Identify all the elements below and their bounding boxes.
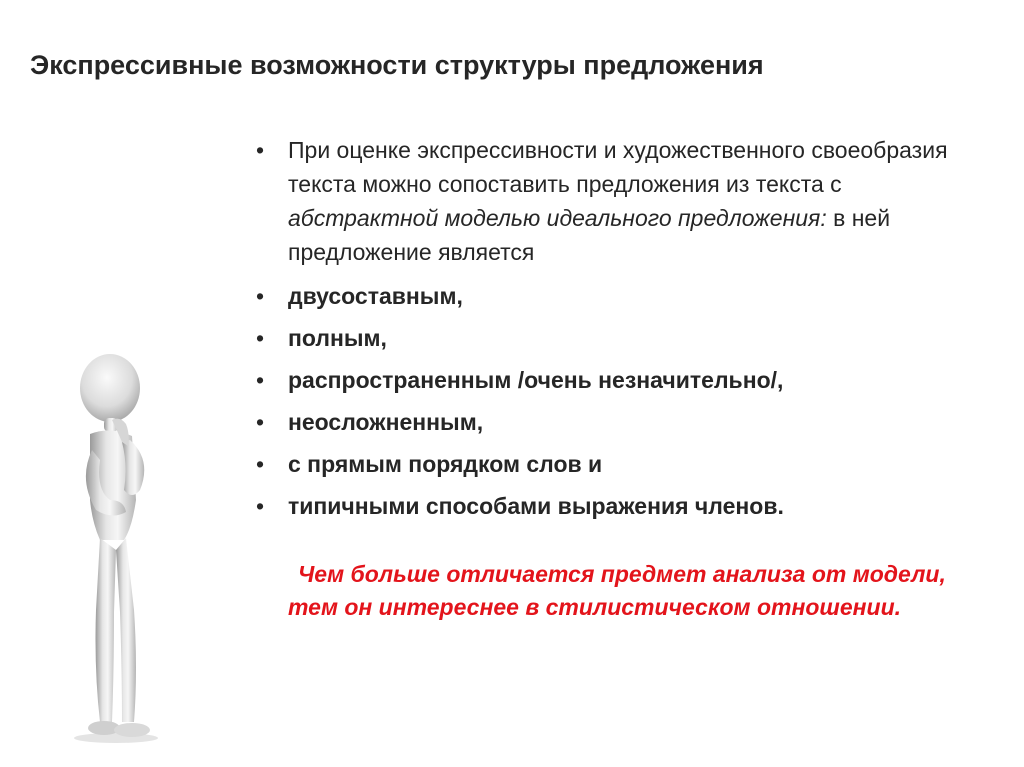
bullet-marker: • [256, 137, 265, 163]
bullet-marker: • [256, 325, 265, 351]
list-item-text: с прямым порядком слов и [288, 451, 603, 477]
intro-italic-text: абстрактной моделью идеального предложения: [288, 205, 827, 231]
bullet-marker: • [256, 409, 265, 435]
list-item [256, 363, 996, 397]
bullet-marker: • [256, 367, 265, 393]
list-item-text: двусоставным, [288, 283, 463, 309]
list-item [256, 405, 996, 439]
list-item [256, 321, 996, 355]
list-item-text: распространенным /очень незначительно/, [288, 367, 784, 393]
conclusion-note-text: Чем больше отличается предмет анализа от модели, тем он интереснее в стилистическом отношении. [288, 561, 946, 620]
intro-text: При оценке экспрессивности и художественного своеобразия текста можно сопоставить предложения из текста с [288, 137, 948, 197]
list-item-text: неосложненным, [288, 409, 484, 435]
bullet-list [256, 133, 996, 531]
bullet-marker: • [256, 283, 265, 309]
list-item-text: полным, [288, 325, 387, 351]
intro-text-end: в ней предложение является [288, 205, 891, 265]
slide-title: Экспрессивные возможности структуры предложения [30, 50, 764, 80]
conclusion-note [288, 558, 1000, 624]
list-item-intro [256, 133, 996, 269]
bullet-marker: • [256, 451, 265, 477]
list-item [256, 447, 996, 481]
list-item-text: типичными способами выражения членов. [288, 493, 784, 519]
bullet-marker: • [256, 493, 265, 519]
list-item [256, 489, 996, 523]
thinking-person-figure-icon [66, 350, 176, 745]
list-item [256, 279, 996, 313]
